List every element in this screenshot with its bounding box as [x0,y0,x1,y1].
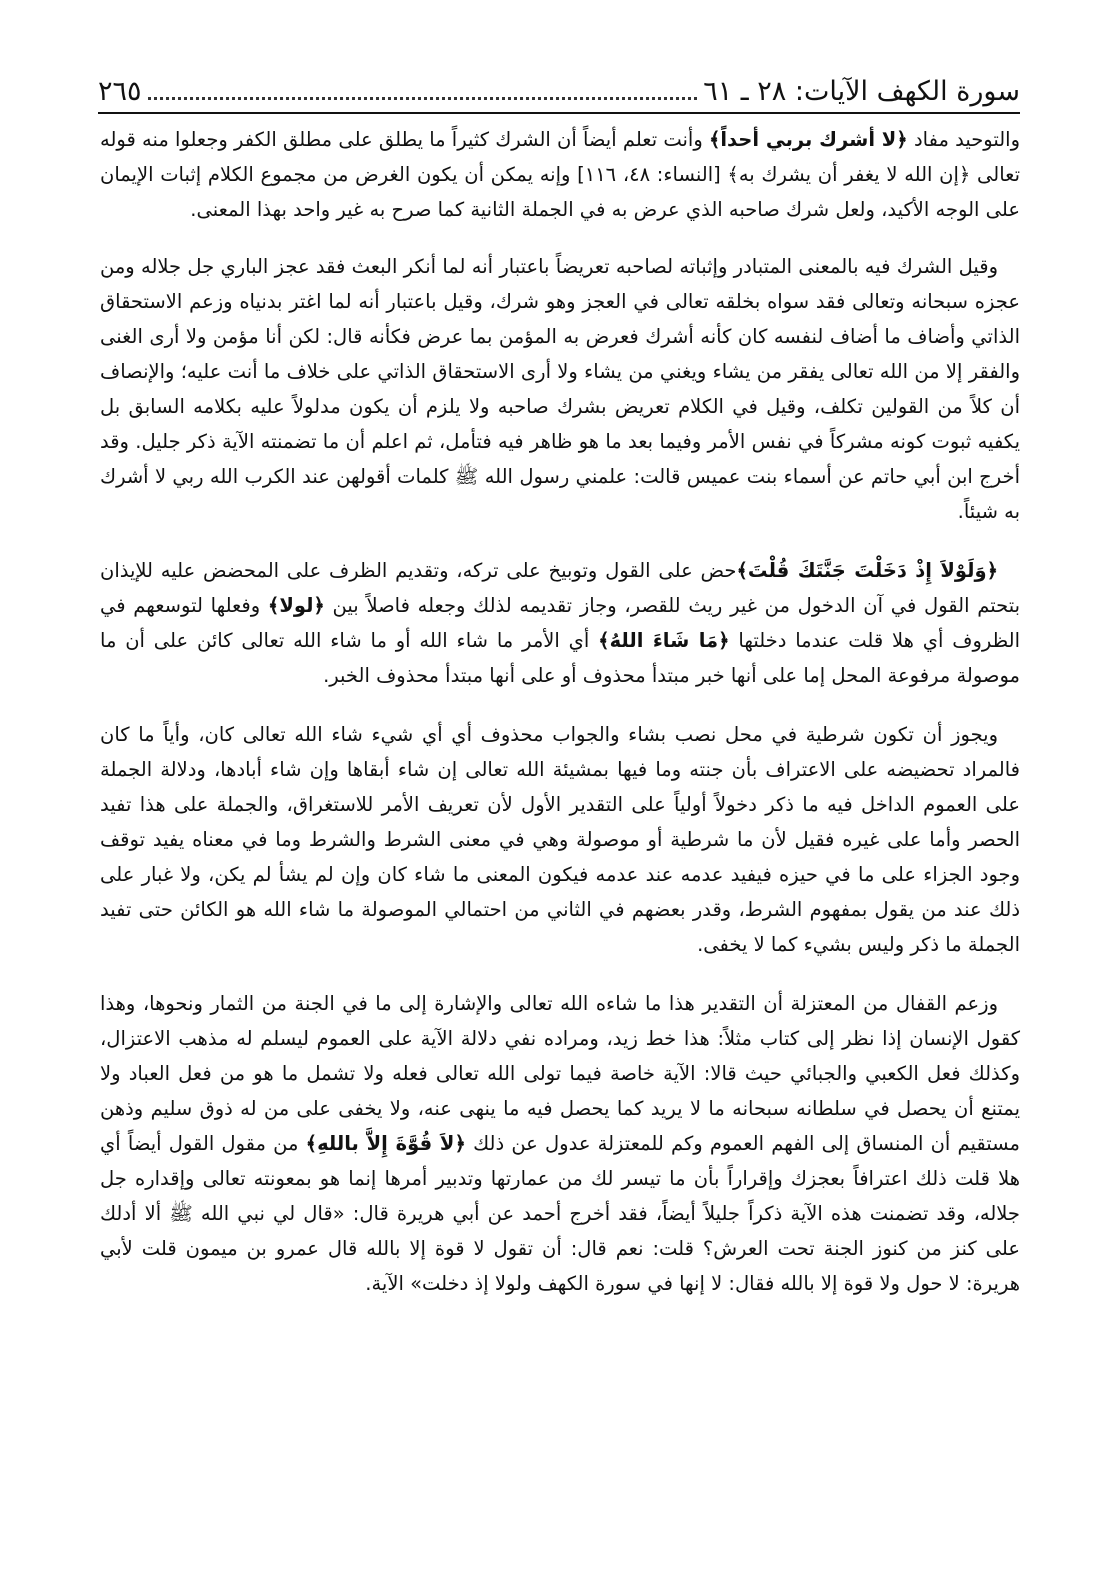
quran-quote: ﴿لاَ قُوَّةَ إِلاَّ باللهِ﴾ [305,1132,466,1155]
header-dot-leader [148,97,698,100]
page-number: ٢٦٥ [98,76,142,107]
paragraph-3 [100,553,1020,693]
running-title: سورة الكهف الآيات: ٢٨ ـ ٦١ [703,76,1020,107]
text-segment: وزعم القفال من المعتزلة أن التقدير هذا ما شاءه الله تعالى والإشارة إلى ما في الجنة من الثمار ونحوها، وهذا كقول الإنسان إذا نظر إلى كتاب مثلاً: هذا خط زيد، ومراده نفي دلالة الآية على العموم ليسلم له مذهب الاعتزال، وكذلك فعل الكعبي والجبائي حيث قالا: الآية خاصة فيما تولى الله تعالى فعله ولا تشمل ما هو من فعل العباد ولا يمتنع أن يحصل في سلطانه سبحانه ما لا يريد كما يحصل فيه ما ينهى عنه، ولا يخفى على من له ذوق سليم وذهن مستقيم أن المنساق إلى الفهم العموم وكم للمعتزلة عدول عن ذلك [100,992,1020,1155]
paragraph-5 [100,986,1020,1301]
text-segment: وفعلها لتوسعهم في الظروف أي هلا قلت عندما دخلتها [100,594,1021,652]
text-segment: أي الأمر ما شاء الله أو ما شاء الله تعالى كائن على أن ما موصولة مرفوعة المحل إما على أنها خبر مبتدأ محذوف أو على أنها مبتدأ محذوف الخبر. [100,629,1020,687]
text-segment: [النساء: ٤٨، ١١٦] وإنه يمكن أن يكون الغرض من مجموع الكلام إثبات الإيمان على الوجه الأكيد، ولعل شرك صاحبه الذي عرض به في الجملة الثانية كما صرح به غير واحد بهذا المعنى. [100,163,1020,221]
quran-quote: ﴿وَلَوْلاَ إِذْ دَخَلْتَ جَنَّتَكَ قُلْتَ﴾ [736,559,998,582]
text-segment: وقيل الشرك فيه بالمعنى المتبادر وإثباته لصاحبه تعريضاً باعتبار أنه لما أنكر البعث فقد عجز الباري جل جلاله ومن عجزه سبحانه وتعالى فقد سواه بخلقه تعالى في العجز وهو شرك، وقيل باعتبار أنه لما اغتر بدنياه وزعم الاستحقاق الذاتي وأضاف ما أضاف لنفسه كان كأنه أشرك فعرض به المؤمن بما عرض فكأنه قال: لكن أنا مؤمن ولا أرى الغنى والفقر إلا من الله تعالى يفقر من يشاء ويغني من يشاء ولا أرى الاستحقاق الذاتي على خلاف ما أنت عليه؛ والإنصاف أن كلاً من القولين تكلف، وقيل في الكلام تعريض بشرك صاحبه ولا يلزم أن يكون مدلولاً عليه بكلامه السابق بل يكفيه ثبوت كونه مشركاً في نفس الأمر وفيما بعد ما هو ظاهر فيه فتأمل، ثم اعلم أن ما تضمنته الآية ذكر جليل. وقد أخرج ابن أبي حاتم عن أسماء بنت عميس قالت: علمني رسول الله ﷺ كلمات أقولهن عند الكرب الله ربي لا أشرك به شيئاً. [100,255,1020,523]
paragraph-1 [100,122,1020,227]
page-body [100,122,1020,1327]
text-segment: حض على القول وتوبيخ على تركه، وتقديم الظرف على المحضض عليه للإيذان بتحتم القول في آن الدخول من غير ريث للقصر، وجاز تقديمه لذلك وجعله فاصلاً بين [100,559,1021,617]
text-segment: من مقول القول أيضاً أي هلا قلت ذلك اعترافاً بعجزك وإقراراً بأن ما تيسر لك من عمارتها وتدبير أمرها إنما هو بمعونته تعالى وإقداره جل جلاله، وقد تضمنت هذه الآية ذكراً جليلاً أيضاً، فقد أخرج أحمد عن أبي هريرة قال: «قال لي نبي الله ﷺ ألا أدلك على كنز من كنوز الجنة تحت العرش؟ قلت: نعم قال: أن تقول لا قوة إلا بالله قال عمرو بن ميمون قلت لأبي هريرة: لا حول ولا قوة إلا بالله فقال: لا إنها في سورة الكهف ولولا إذ دخلت» الآية. [100,1132,1020,1295]
quran-quote: ﴿لولا﴾ [267,594,325,617]
paragraph-2 [100,249,1020,529]
text-segment: والتوحيد مفاد [907,128,1020,151]
page-header [98,74,1020,114]
text-segment: ويجوز أن تكون شرطية في محل نصب بشاء والجواب محذوف أي أي شيء شاء الله تعالى كان، وأياً ما كان فالمراد تحضيضه على الاعتراف بأن جنته وما فيها بمشيئة الله تعالى إن شاء أبقاها وإن شاء أبادها، ودلالة الجملة على العموم الداخل فيه ما ذكر دخولاً أولياً على التقدير الأول لأن تعريف الأمر للاستغراق، والجملة على هذا تفيد الحصر وأما على غيره فقيل لأن ما شرطية أو موصولة وهي في معنى الشرط والشرط وما في معناه يفيد توقف وجود الجزاء على ما في حيزه فيفيد عدمه عند عدمه فيكون المعنى ما شاء كان وإن لم يشأ لم يكن، ولا غبار على ذلك عند من يقول بمفهوم الشرط، وقدر بعضهم في الثاني من احتمالي الموصولة ما شاء الله هو الكائن حتى تفيد الجملة ما ذكر وليس بشيء كما لا يخفى. [100,723,1020,956]
quran-quote: ﴿مَا شَاءَ اللهُ﴾ [598,629,730,652]
paragraph-4 [100,717,1020,962]
quran-quote: ﴿إن الله لا يغفر أن يشرك به﴾ [727,163,971,186]
text-segment: وأنت تعلم أيضاً أن الشرك كثيراً ما يطلق على مطلق الكفر وجعلوا منه قوله تعالى [100,128,1020,186]
quran-quote: ﴿لا أشرك بربي أحداً﴾ [708,128,908,151]
